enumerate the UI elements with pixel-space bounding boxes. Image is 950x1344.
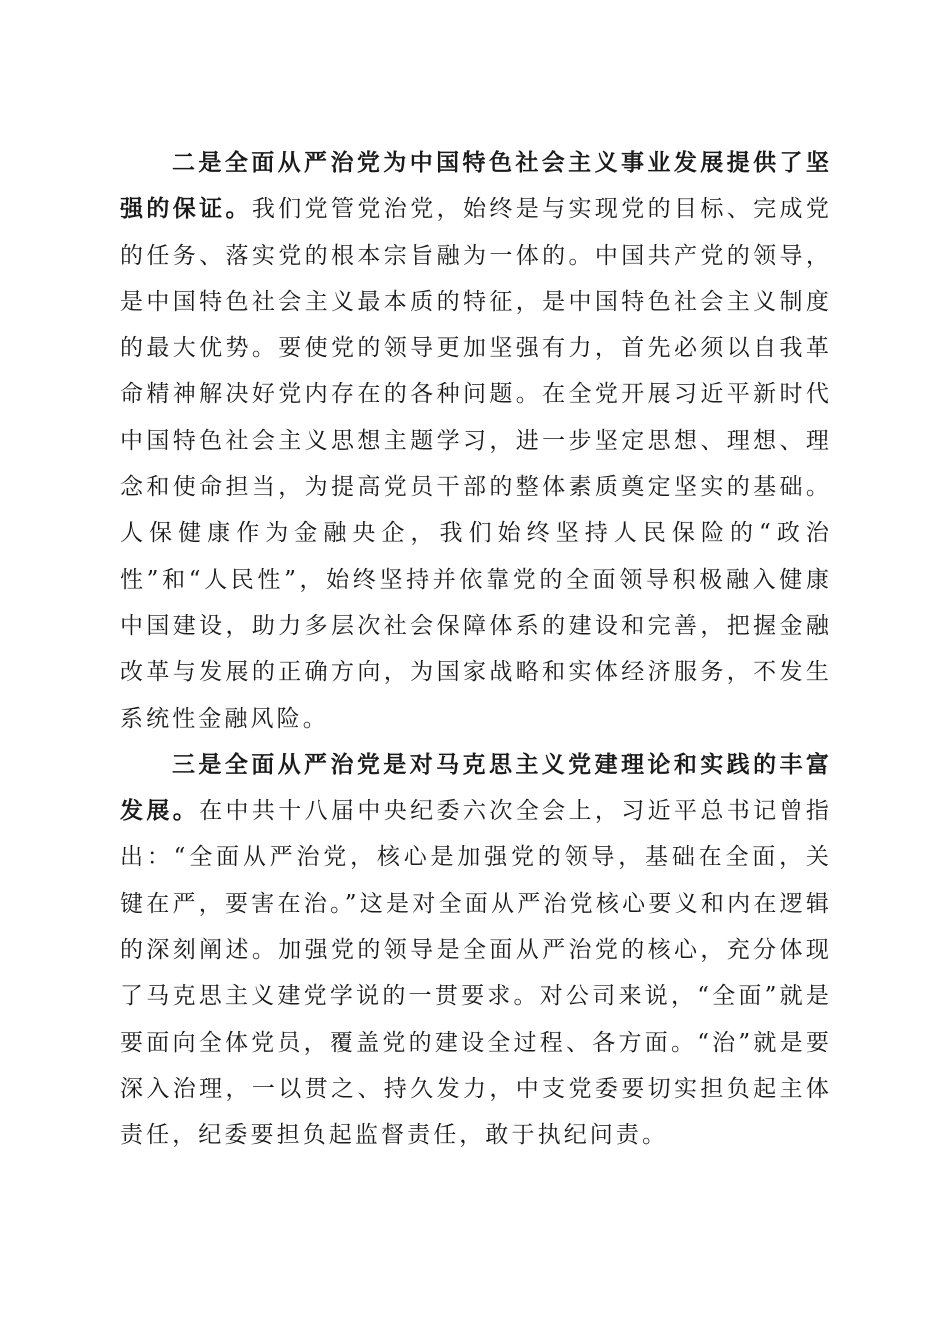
paragraph-lead-sentence: 二是全面从严治党为中国特色社会主义事业发展提供了坚强的保证。	[120, 149, 832, 223]
paragraph-second-point	[120, 140, 832, 742]
paragraph-third-point	[120, 742, 832, 1159]
paragraph-lead-sentence: 三是全面从严治党是对马克思主义党建理论和实践的丰富发展。	[120, 750, 832, 825]
paragraph-body-text: 我们党管党治党，始终是与实现党的目标、完成党的任务、落实党的根本宗旨融为一体的。中国共产党的领导，是中国特色社会主义最本质的特征，是中国特色社会主义制度的最大优势。要使党的领导更加坚强有力，首先必须以自我革命精神解决好党内存在的各种问题。在全党开展习近平新时代中国特色社会主义思想主题学习，进一步坚定思想、理想、理念和使命担当，为提高党员干部的整体素质奠定坚实的基础。人保健康作为金融央企，我们始终坚持人民保险的“政治性”和“人民性”，始终坚持并依靠党的全面领导积极融入健康中国建设，助力多层次社会保障体系的建设和完善，把握金融改革与发展的正确方向，为国家战略和实体经济服务，不发生系统性金融风险。	[120, 196, 832, 732]
paragraph-body-text: 在中共十八届中央纪委六次全会上，习近平总书记曾指出：“全面从严治党，核心是加强党的领导，基础在全面，关键在严，要害在治。”这是对全面从严治党核心要义和内在逻辑的深刻阐述。加强党的领导是全面从严治党的核心，充分体现了马克思主义建党学说的一贯要求。对公司来说，“全面”就是要面向全体党员，覆盖党的建设全过程、各方面。“治”就是要深入治理，一以贯之、持久发力，中支党委要切实担负起主体责任，纪委要担负起监督责任，敢于执纪问责。	[120, 798, 832, 1149]
document-page	[120, 140, 832, 1159]
